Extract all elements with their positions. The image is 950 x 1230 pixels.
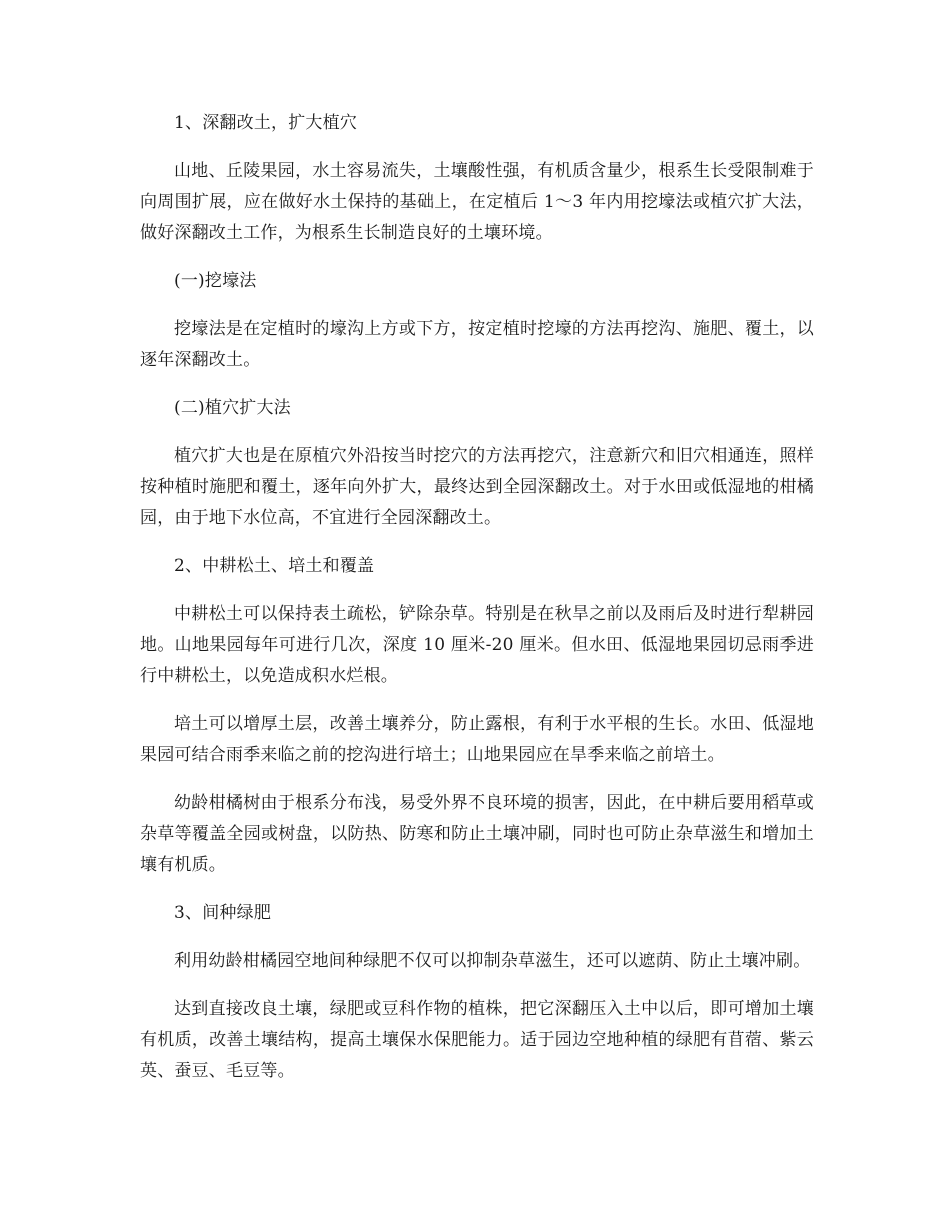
section-heading-1: 1、深翻改土，扩大植穴 (174, 113, 358, 133)
paragraph-5: 培土可以增厚土层，改善土壤养分，防止露根，有利于水平根的生长。水田、低湿地果园可结合雨季来临之前的挖沟进行培土；山地果园应在旱季来临之前培土。 (140, 714, 814, 765)
paragraph-1: 山地、丘陵果园，水土容易流失，土壤酸性强，有机质含量少，根系生长受限制难于向周围扩展，应在做好水土保持的基础上，在定植后 1～3 年内用挖壕法或植穴扩大法，做好深翻改土工作，为根系生长制造良好的土壤环境。 (140, 161, 814, 243)
paragraph-7: 利用幼龄柑橘园空地间种绿肥不仅可以抑制杂草滋生，还可以遮荫、防止土壤冲刷。 (174, 951, 811, 971)
subsection-heading-1: (一)挖壕法 (174, 271, 257, 291)
paragraph-3: 植穴扩大也是在原植穴外沿按当时挖穴的方法再挖穴，注意新穴和旧穴相通连，照样按种植时施肥和覆土，逐年向外扩大，最终达到全园深翻改土。对于水田或低湿地的柑橘园，由于地下水位高，不宜进行全园深翻改土。 (140, 446, 814, 528)
section-heading-2: 2、中耕松土、培土和覆盖 (174, 556, 375, 576)
paragraph-8: 达到直接改良土壤，绿肥或豆科作物的植株，把它深翻压入土中以后，即可增加土壤有机质，改善土壤结构，提高土壤保水保肥能力。适于园边空地种植的绿肥有苜蓿、紫云英、蚕豆、毛豆等。 (140, 999, 814, 1081)
subsection-heading-2: (二)植穴扩大法 (174, 398, 291, 418)
paragraph-6: 幼龄柑橘树由于根系分布浅，易受外界不良环境的损害，因此，在中耕后要用稻草或杂草等覆盖全园或树盘，以防热、防寒和防止土壤冲刷，同时也可防止杂草滋生和增加土壤有机质。 (140, 793, 814, 875)
paragraph-4: 中耕松土可以保持表土疏松，铲除杂草。特别是在秋旱之前以及雨后及时进行犁耕园地。山地果园每年可进行几次，深度 10 厘米-20 厘米。但水田、低湿地果园切忌雨季进行中耕松土，以免造成积水烂根。 (140, 604, 814, 686)
paragraph-2: 挖壕法是在定植时的壕沟上方或下方，按定植时挖壕的方法再挖沟、施肥、覆土，以逐年深翻改土。 (140, 319, 814, 370)
document-body (140, 108, 814, 1104)
section-heading-3: 3、间种绿肥 (174, 903, 272, 923)
